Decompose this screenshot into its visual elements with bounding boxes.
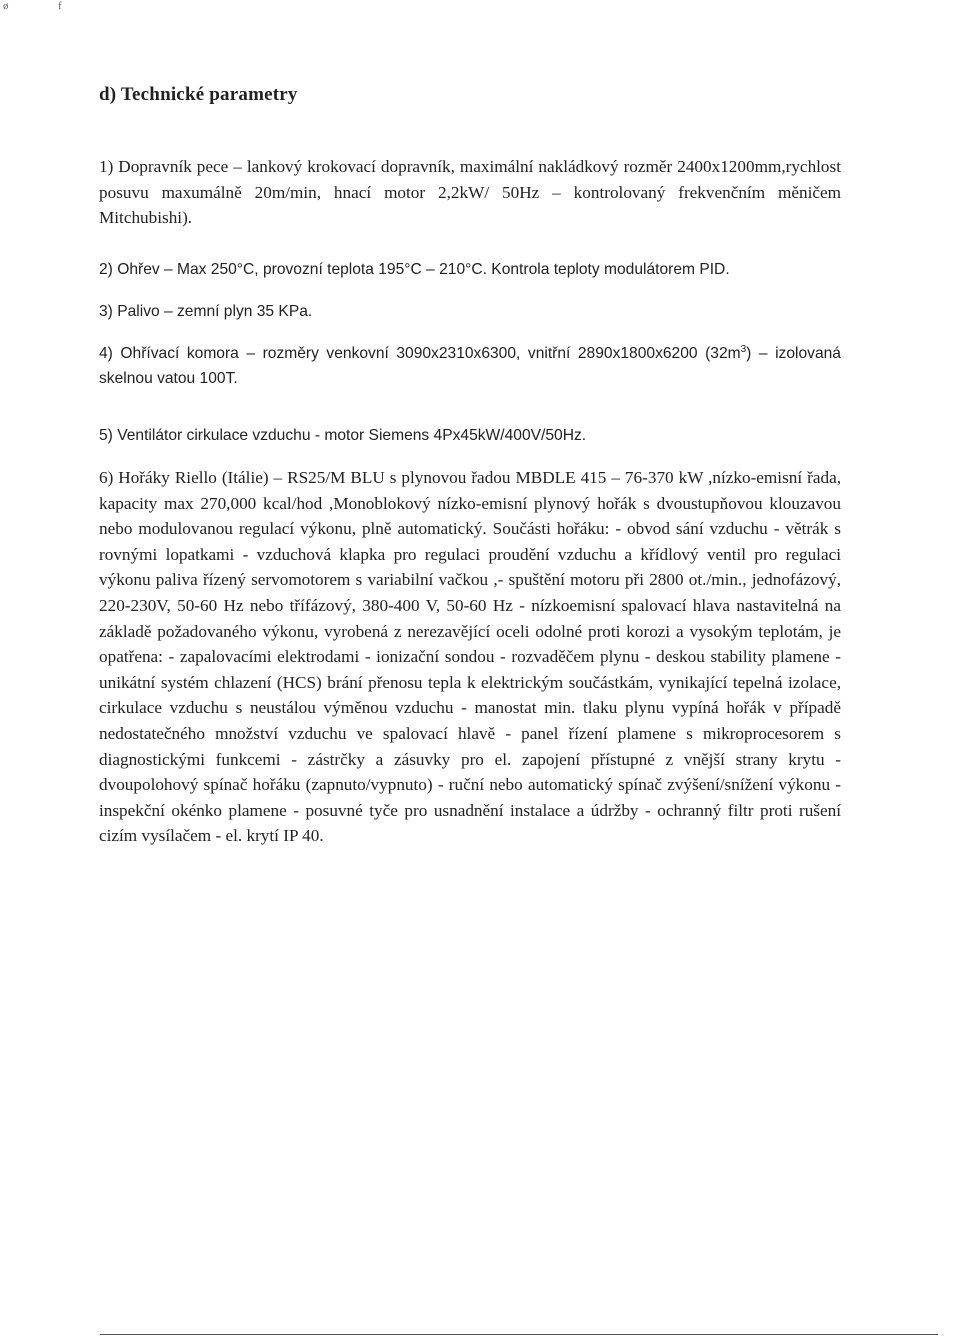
paragraph-heating: 2) Ohřev – Max 250°C, provozní teplota 195°C – 210°C. Kontrola teploty modulátorem PID. — [99, 261, 730, 278]
corner-mark-left: ø — [3, 0, 9, 12]
paragraph-chamber-text-b: ) – izolovaná skelnou vatou 100T. — [99, 345, 841, 387]
paragraph-conveyor: 1) Dopravník pece – lankový krokovací dopravník, maximální nakládkový rozměr 2400x1200mm,rychlost posuvu maxumálně 20m/min, hnací motor 2,2kW/ 50Hz – kontrolovaný frekvenčním měničem Mitchubishi). — [99, 157, 841, 227]
paragraph-chamber-text-a: 4) Ohřívací komora – rozměry venkovní 3090x2310x6300, vnitřní 2890x1800x6200 (32m — [99, 345, 741, 362]
superscript-cubic: 3 — [740, 343, 747, 355]
corner-mark-right: f — [58, 0, 62, 12]
paragraph-fuel: 3) Palivo – zemní plyn 35 KPa. — [99, 303, 313, 320]
paragraph-chamber — [99, 341, 841, 391]
section-heading: d) Technické parametry — [99, 84, 298, 105]
paragraph-fan: 5) Ventilátor cirkulace vzduchu - motor Siemens 4Px45kW/400V/50Hz. — [99, 427, 587, 444]
paragraph-burners: 6) Hořáky Riello (Itálie) – RS25/M BLU s plynovou řadou MBDLE 415 – 76-370 kW ,nízko-emisní řada, kapacity max 270,000 kcal/hod ,Monoblokový nízko-emisní plynový hořák s dvoustupňovou klouzavou nebo modulovanou regulací výkonu, plně automatický. Součásti hořáku: - obvod sání vzduchu - větrák s rovnými lopatkami - vzduchová klapka pro regulaci proudění vzduchu a křídlový ventil pro regulaci výkonu paliva řízený servomotorem s variabilní vačkou ,- spuštění motoru při 2800 ot./min., jednofázový, 220-230V, 50-60 Hz nebo třífázový, 380-400 V, 50-60 Hz - nízkoemisní spalovací hlava nastavitelná na základě požadovaného výkonu, vyrobená z nerezavějící oceli odolné proti korozi a vysokým teplotám, je opatřena: - zapalovacími elektrodami - ionizační sondou - rozvaděčem plynu - deskou stability plamene - unikátní systém chlazení (HCS) brání přenosu tepla k elektrickým součástkám, vynikající tepelná izolace, cirkulace vzduchu s neustálou výměnou vzduchu - manostat min. tlaku plynu vypíná hořák v případě nedostatečného množství vzduchu ve spalovací hlavě - panel řízení plamene s mikroprocesorem s diagnostickými funkcemi - zástrčky a zásuvky pro el. zapojení přístupné z vnější strany krytu - dvoupolohový spínač hořáku (zapnuto/vypnuto) - ruční nebo automatický spínač zvýšení/snížení výkonu - inspekční okénko plamene - posuvné tyče pro usnadnění instalace a údržby - ochranný filtr proti rušení cizím vysílačem - el. krytí IP 40. — [99, 468, 841, 846]
bottom-rule — [100, 1334, 938, 1335]
